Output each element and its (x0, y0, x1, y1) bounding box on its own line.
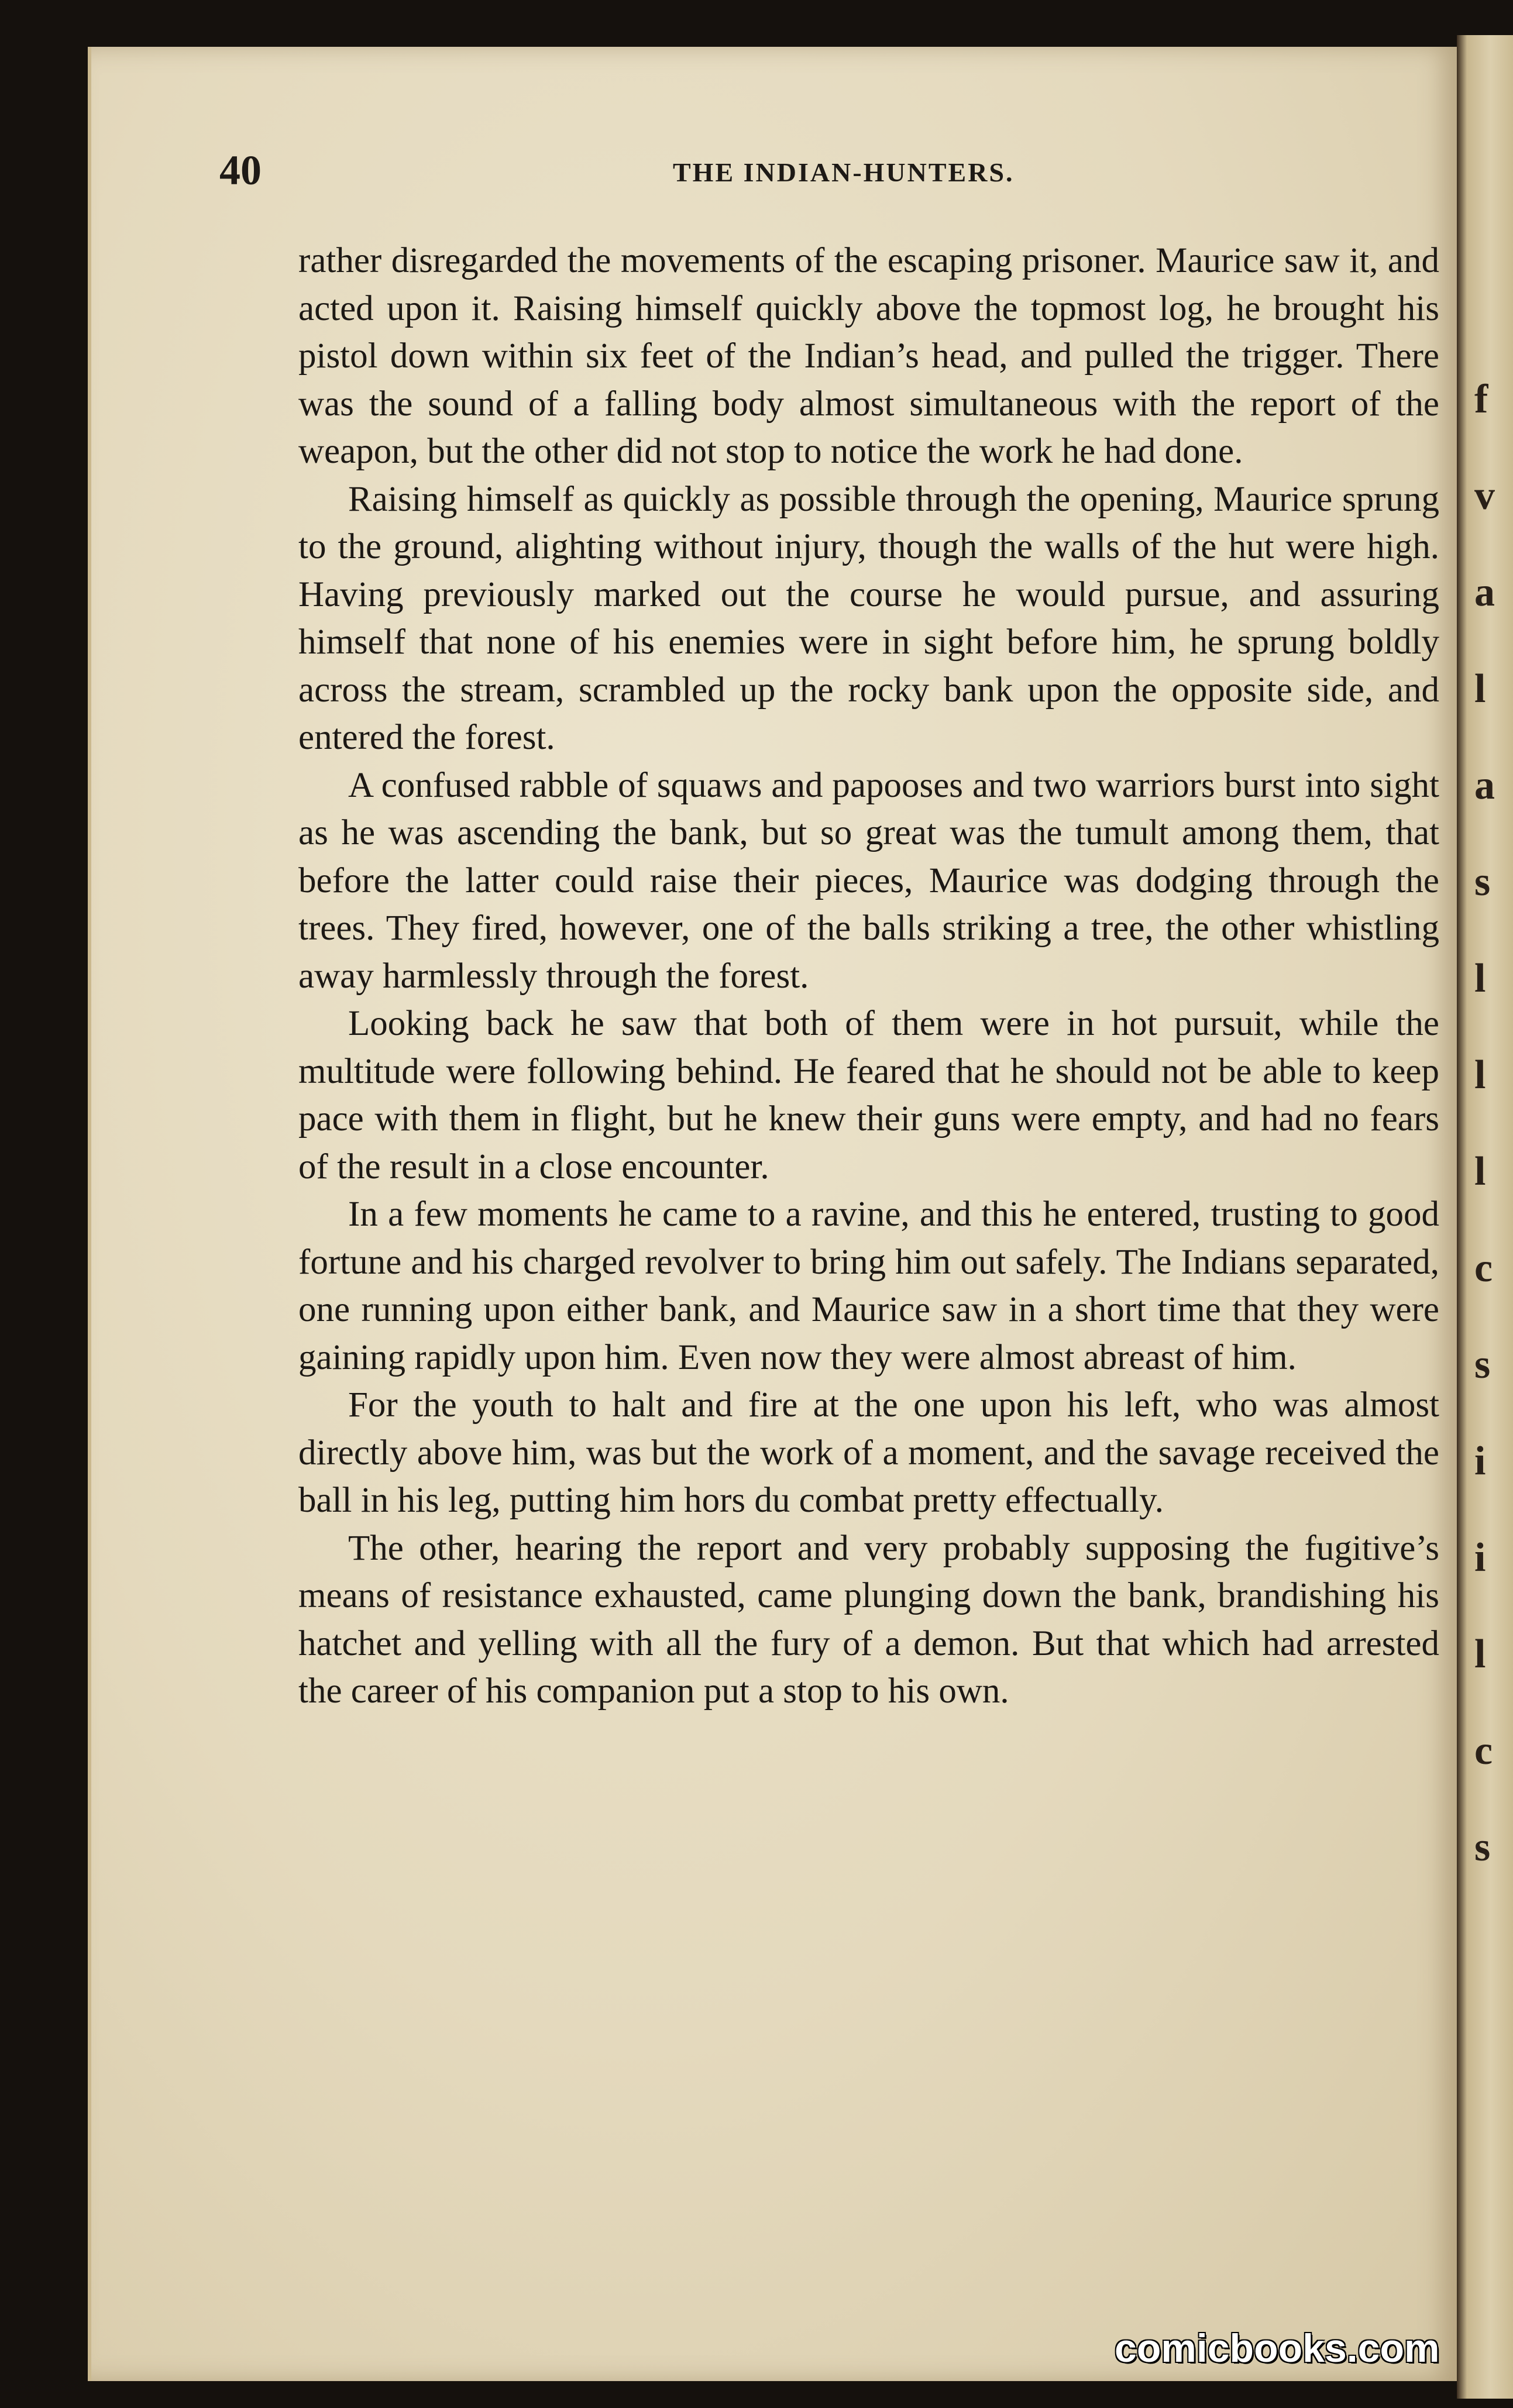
page-number: 40 (219, 147, 262, 194)
edge-letter: f (1474, 377, 1488, 422)
paragraph: The other, hearing the report and very probably supposing the fugitive’s means of resistance exhausted, came plunging down the bank, brandishing his hatchet and yelling with all the fury of a demon. But that which had arrested the career of his companion put a stop to his own. (298, 1528, 1439, 1711)
page-header (219, 146, 1448, 211)
paragraph: In a few moments he came to a ravine, and this he entered, trusting to good fortune and his charged revolver to bring him out safely. The Indians separated, one running upon either bank, and Maurice saw in a short time that they were gaining rapidly upon him. Even now they were almost abreast of him. (298, 1195, 1439, 1377)
paragraph: A confused rabble of squaws and papooses and two warriors burst into sight as he was ascending the bank, but so great was the tumult among them, that before the latter could raise their pieces, Maurice was dodging through the trees. They fired, however, one of the balls striking a tree, the other whistling away harmlessly through the forest. (298, 765, 1439, 996)
edge-letter: a (1474, 763, 1495, 808)
edge-letter: l (1474, 1052, 1486, 1098)
paragraph: Looking back he saw that both of them were in hot pursuit, while the multitude were following behind. He feared that he should not be able to keep pace with them in flight, but he knew their guns were empty, and had no fears of the result in a close encounter. (298, 1004, 1439, 1186)
paragraph: rather disregarded the movements of the escaping prisoner. Maurice saw it, and acted upon it. Raising himself quickly above the topmost log, he brought his pistol down within six feet of the Indian’s head, and pulled the trigger. There was the sound of a falling body almost simultaneous with the report of the weapon, but the other did not stop to notice the work he had done. (298, 241, 1439, 471)
edge-letter: s (1474, 1825, 1491, 1870)
edge-letter: a (1474, 570, 1495, 615)
edge-letter: l (1474, 1149, 1486, 1194)
edge-letter: l (1474, 956, 1486, 1001)
edge-letter: s (1474, 859, 1491, 904)
paragraph: Raising himself as quickly as possible through the opening, Maurice sprung to the ground, alighting without injury, though the walls of the hut were high. Having previously marked out the course he would pursue, and assuring himself that none of his enemies were in sight before him, he sprung boldly across the stream, scrambled up the rocky bank upon the opposite side, and entered the forest. (298, 479, 1439, 757)
page-body (298, 237, 1439, 1715)
edge-letter: v (1474, 473, 1495, 518)
edge-letter: c (1474, 1246, 1493, 1291)
edge-letter: l (1474, 1632, 1486, 1677)
edge-letter: i (1474, 1535, 1486, 1580)
edge-letter: c (1474, 1728, 1493, 1773)
next-page-edge-letters (1474, 351, 1509, 1896)
edge-letter: i (1474, 1439, 1486, 1484)
running-head: THE INDIAN-HUNTERS. (673, 157, 1015, 187)
paragraph: For the youth to halt and fire at the one upon his left, who was almost directly above him, was but the work of a moment, and the savage received the ball in his leg, putting him hors du combat pretty effectually. (298, 1385, 1439, 1520)
site-watermark: comicbooks.com (1115, 2326, 1440, 2371)
edge-letter: l (1474, 666, 1486, 711)
edge-letter: s (1474, 1342, 1491, 1387)
next-page-edge (1457, 35, 1513, 2399)
